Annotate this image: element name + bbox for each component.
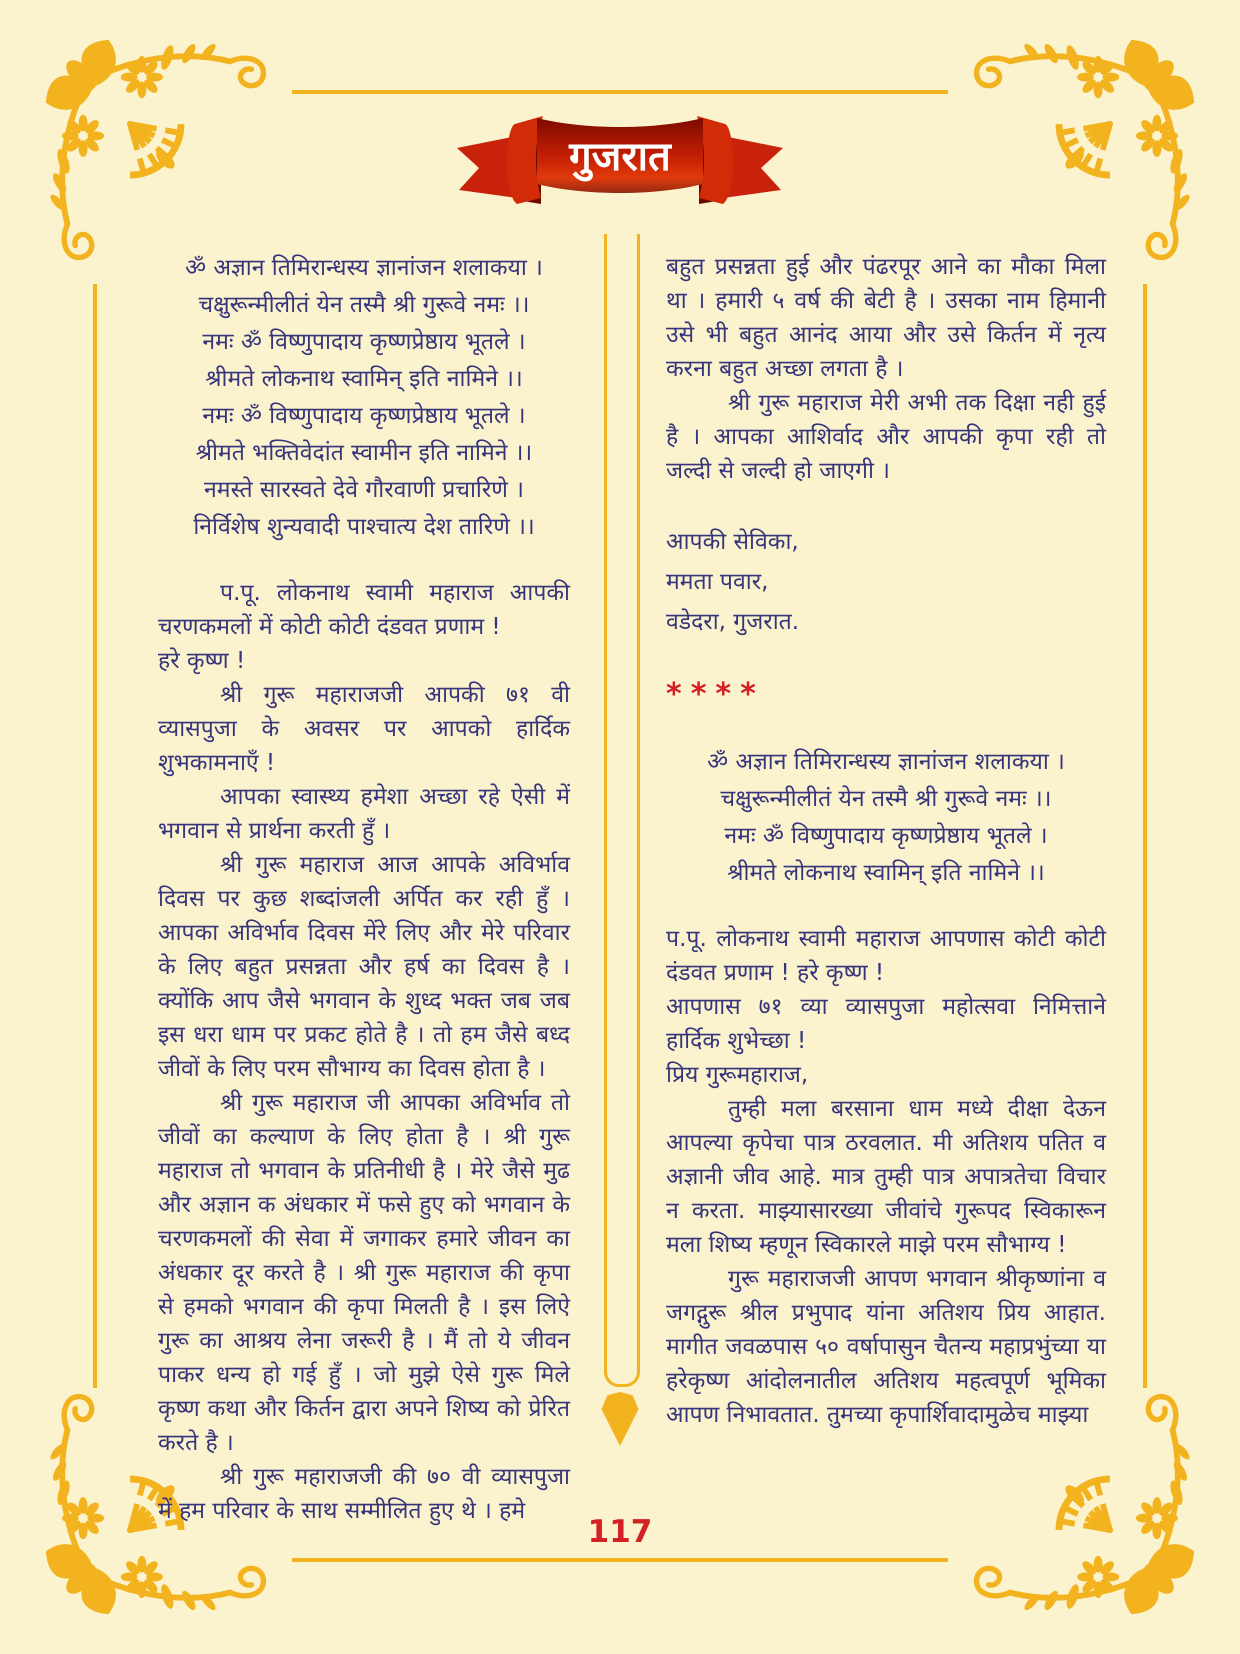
corner-ornament-top-right-icon (965, 34, 1200, 269)
corner-ornament-top-left-icon (40, 34, 275, 269)
divider-drop-icon (599, 1392, 641, 1446)
chapter-title: गुजरात (569, 134, 671, 180)
paragraph: बहुत प्रसन्नता हुई और पंढरपूर आने का मौका मिला था । हमारी ५ वर्ष की बेटी है । उसका नाम हिमानी उसे भी बहुत आनंद आया और उसे किर्तन में नृत्य करना बहुत अच्छा लगता है । (666, 254, 1106, 382)
paragraph: श्री गुरू महाराज जी आपका अविर्भाव तो जीवों का कल्याण के लिए होता है । श्री गुरू महाराज तो भगवान के प्रतिनीधी है । मेरे जैसे मुढ और अज्ञान क अंधकार में फसे हुए को भगवान के चरणकमलों की सेवा में जगाकर हमारे जीवन का अंधकार दूर करते है । श्री गुरू महाराज की कृपा से हमको भगवान की कृपा मिलती है । इस लिऐ गुरू का आश्रय लेना जरूरी है । मैं तो ये जीवन पाकर धन्य हो गई हुँ । जो मुझे ऐसे गुरू मिले कृष्ण कथा और किर्तन द्वारा अपने शिष्य को प्रेरित करते है । (158, 1090, 570, 1456)
chapter-banner (445, 100, 795, 250)
shloka-line: निर्विशेष शुन्यवादी पाश्चात्य देश तारिणे ।। (193, 514, 535, 540)
shloka-line: नमः ॐ विष्णुपादाय कृष्णप्रेष्ठाय भूतले । (724, 823, 1048, 849)
shloka-line: श्रीमते भक्तिवेदांत स्वामीन इति नामिने ।। (195, 440, 533, 466)
paragraph: तुम्ही मला बरसाना धाम मध्ये दीक्षा देऊन आपल्या कृपेचा पात्र ठरवलात. मी अतिशय पतित व अज्ञानी जीव आहे. मात्र तुम्ही पात्र अपात्रतेचा विचार न करता. माझ्यासारख्या जीवांचे गुरूपद स्विकारून मला शिष्य म्हणून स्विकारले माझे परम सौभाग्य ! (666, 1096, 1106, 1258)
shloka-line: नमः ॐ विष्णुपादाय कृष्णप्रेष्ठाय भूतले । (202, 329, 526, 355)
shloka-line: नमस्ते सारस्वते देवे गौरवाणी प्रचारिणे । (204, 477, 524, 503)
shloka-line: ॐ अज्ञान तिमिरान्धस्य ज्ञानांजन शलाकया । (185, 255, 543, 281)
paragraph: गुरू महाराजजी आपण भगवान श्रीकृष्णांना व जगद्गुरू श्रील प्रभुपाद यांना अतिशय प्रिय आहात. मागीत जवळपास ५० वर्षापासुन चैतन्य महाप्रभुंच्या या हरेकृष्ण आंदोलनातील अतिशय महत्वपूर्ण भूमिका आपण निभावतात. तुमच्या कृपार्शिवादामुळेच माझ्या (666, 1266, 1106, 1428)
paragraph: प्रिय गुरूमहाराज, (666, 1062, 809, 1088)
paragraph: हरे कृष्ण ! (158, 648, 246, 674)
shloka-line: चक्षुरून्मीलीतं येन तस्मै श्री गुरूवे नमः ।। (720, 786, 1052, 812)
signature-line: आपकी सेविका, (666, 529, 799, 555)
paragraph: श्री गुरू महाराज मेरी अभी तक दिक्षा नही हुई है । आपका आशिर्वाद और आपकी कृपा रही तो जल्दी से जल्दी हो जाएगी । (666, 390, 1106, 484)
shloka-line: नमः ॐ विष्णुपादाय कृष्णप्रेष्ठाय भूतले । (202, 403, 526, 429)
signature-block (666, 522, 1106, 642)
paragraph: आपका स्वास्थ्य हमेशा अच्छा रहे ऐसी में भगवान से प्रार्थना करती हुँ । (158, 784, 570, 844)
shloka-block (666, 744, 1106, 892)
column-divider (604, 234, 640, 1387)
left-column (158, 250, 570, 1528)
paragraph: श्री गुरू महाराज आज आपके अविर्भाव दिवस पर कुछ शब्दांजली अर्पित कर रही हुँ । आपका अविर्भाव दिवस मेंरे लिए और मेरे परिवार के लिए बहुत प्रसन्नता और हर्ष का दिवस है । क्योंकि आप जैसे भगवान के शुध्द भक्त जब जब इस धरा धाम पर प्रकट होते है । तो हम जैसे बध्द जीवों के लिए परम सौभाग्य का दिवस होता है । (158, 852, 570, 1082)
border-line-left (93, 284, 97, 1388)
shloka-line: श्रीमते लोकनाथ स्वामिन् इति नामिने ।। (205, 366, 523, 392)
paragraph: आपणास ७१ व्या व्यासपुजा महोत्सवा निमित्ताने हार्दिक शुभेच्छा ! (666, 994, 1106, 1054)
shloka-line: श्रीमते लोकनाथ स्वामिन् इति नामिने ।। (727, 860, 1045, 886)
shloka-line: चक्षुरून्मीलीतं येन तस्मै श्री गुरूवे नमः ।। (198, 292, 530, 318)
shloka-block (158, 250, 570, 546)
paragraph: श्री गुरू महाराजजी की ७० वी व्यासपुजा में हम परिवार के साथ सम्मीलित हुए थे । हमे (158, 1464, 570, 1524)
paragraph: प.पू. लोकनाथ स्वामी महाराज आपणास कोटी कोटी दंडवत प्रणाम ! हरे कृष्ण ! (666, 926, 1106, 986)
section-separator: **** (666, 677, 765, 712)
border-line-right (1143, 284, 1147, 1388)
paragraph: प.पू. लोकनाथ स्वामी महाराज आपकी चरणकमलों में कोटी कोटी दंडवत प्रणाम ! (158, 580, 570, 640)
signature-line: ममता पवार, (666, 569, 769, 595)
page-number: 117 (587, 1514, 653, 1550)
border-line-top (292, 90, 948, 94)
border-line-bottom (292, 1558, 948, 1562)
signature-line: वडेदरा, गुजरात. (666, 609, 800, 635)
right-column (666, 250, 1106, 1432)
shloka-line: ॐ अज्ञान तिमिरान्धस्य ज्ञानांजन शलाकया । (707, 749, 1065, 775)
paragraph: श्री गुरू महाराजजी आपकी ७१ वी व्यासपुजा के अवसर पर आपको हार्दिक शुभकामनाएँ ! (158, 682, 570, 776)
